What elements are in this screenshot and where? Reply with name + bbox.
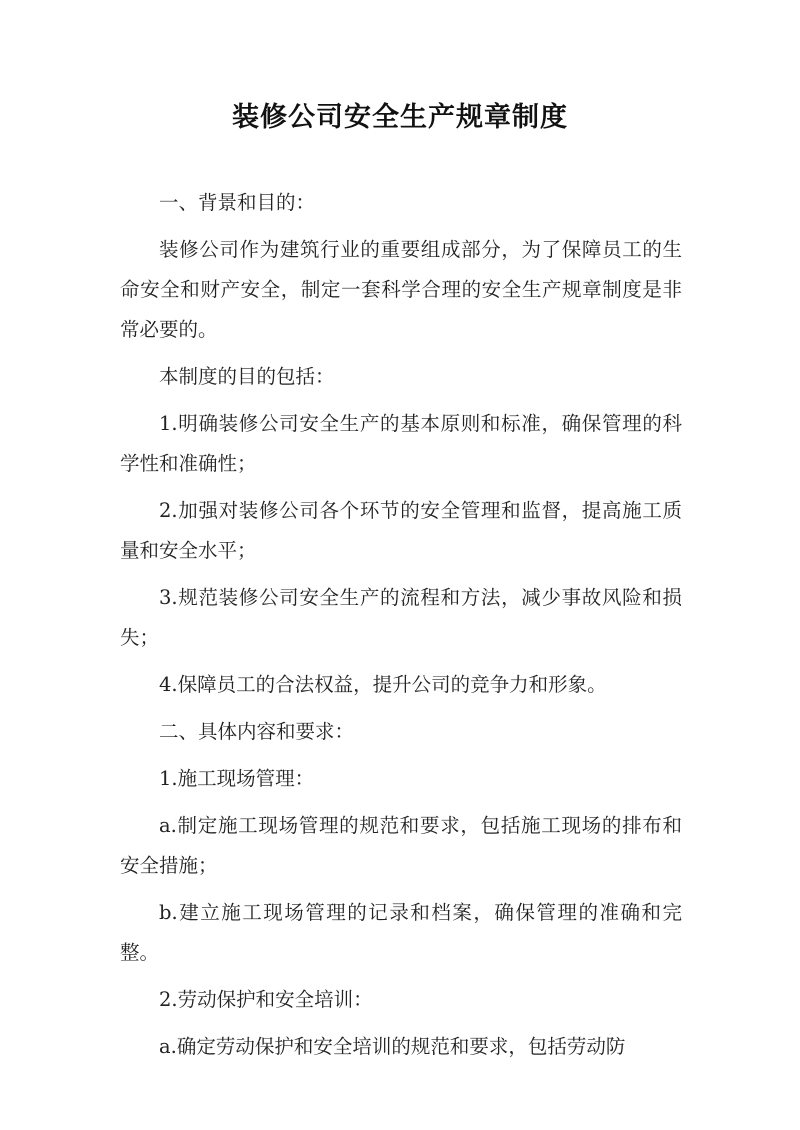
site-management-item-b: b.建立施工现场管理的记录和档案，确保管理的准确和完整。 — [120, 901, 682, 964]
purpose-item-1: 1.明确装修公司安全生产的基本原则和标准，确保管理的科学性和准确性； — [120, 412, 682, 475]
site-management-item-a: a.制定施工现场管理的规范和要求，包括施工现场的排布和安全措施； — [120, 814, 682, 877]
section-heading-background: 一、背景和目的： — [159, 191, 316, 214]
purpose-item-2: 2.加强对装修公司各个环节的安全管理和监督，提高施工质量和安全水平； — [120, 499, 682, 562]
paragraph-intro: 装修公司作为建筑行业的重要组成部分，为了保障员工的生命安全和财产安全，制定一套科学合理的安全生产规章制度是非常必要的。 — [120, 238, 682, 341]
document-body — [120, 183, 682, 1074]
paragraph-purpose-lead: 本制度的目的包括： — [159, 365, 335, 388]
labor-protection-item-a: a.确定劳动保护和安全培训的规范和要求，包括劳动防 — [159, 1035, 626, 1058]
section-heading-content: 二、具体内容和要求： — [159, 720, 355, 743]
subsection-labor-protection: 2.劳动保护和安全培训： — [159, 988, 373, 1011]
subsection-site-management: 1.施工现场管理： — [159, 767, 315, 790]
purpose-item-3: 3.规范装修公司安全生产的流程和方法，减少事故风险和损失； — [120, 586, 682, 649]
document-title: 装修公司安全生产规章制度 — [232, 102, 568, 133]
purpose-item-4: 4.保障员工的合法权益，提升公司的竞争力和形象。 — [159, 673, 607, 696]
